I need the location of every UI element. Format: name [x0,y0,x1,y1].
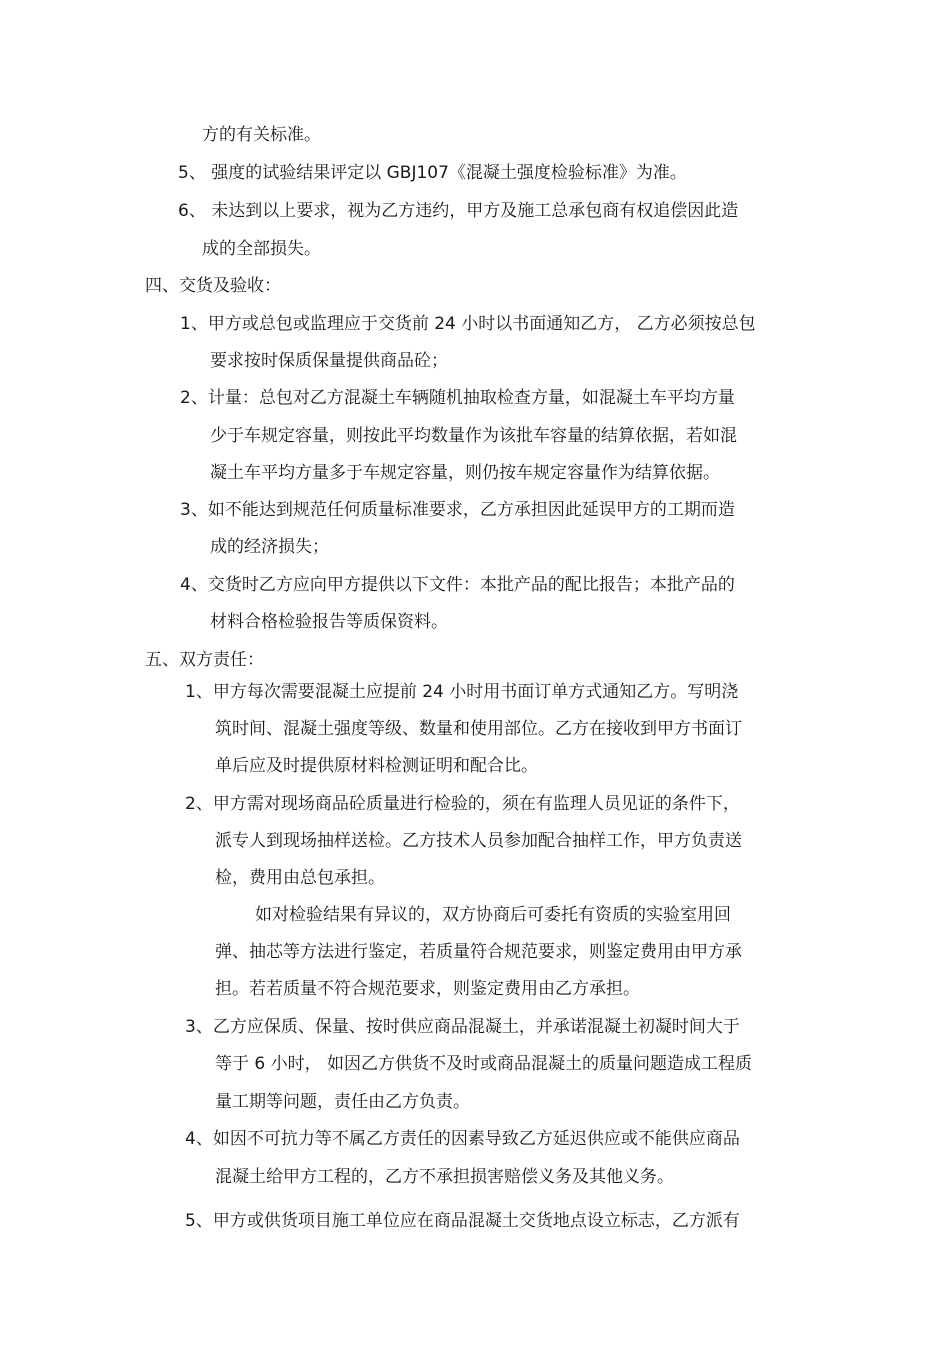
text-line: 4、如因不可抗力等不属乙方责任的因素导致乙方延迟供应或不能供应商品 [185,1129,740,1149]
text-line: 3、如不能达到规范任何质量标准要求，乙方承担因此延误甲方的工期而造 [180,500,735,520]
text-line: 凝土车平均方量多于车规定容量，则仍按车规定容量作为结算依据。 [210,463,720,483]
text-line: 6、 未达到以上要求，视为乙方违约，甲方及施工总承包商有权追偿因此造 [178,201,739,221]
text-line: 单后应及时提供原材料检测证明和配合比。 [215,756,538,776]
text-line: 派专人到现场抽样送检。乙方技术人员参加配合抽样工作，甲方负责送 [215,831,742,851]
text-line: 2、计量：总包对乙方混凝土车辆随机抽取检查方量，如混凝土车平均方量 [180,388,735,408]
text-line: 成的经济损失； [210,537,329,557]
text-line: 成的全部损失。 [202,239,321,259]
text-line: 1、甲方每次需要混凝土应提前 24 小时用书面订单方式通知乙方。写明浇 [185,682,739,702]
section-heading: 四、交货及验收： [145,276,281,296]
text-line: 筑时间、混凝土强度等级、数量和使用部位。乙方在接收到甲方书面订 [215,719,742,739]
text-line: 等于 6 小时， 如因乙方供货不及时或商品混凝土的质量问题造成工程质 [215,1054,753,1074]
text-line: 5、甲方或供货项目施工单位应在商品混凝土交货地点设立标志，乙方派有 [185,1211,740,1231]
text-line: 检，费用由总包承担。 [215,868,385,888]
text-line: 2、甲方需对现场商品砼质量进行检验的，须在有监理人员见证的条件下， [185,794,740,814]
text-line: 少于车规定容量，则按此平均数量作为该批车容量的结算依据，若如混 [210,426,737,446]
text-line: 5、 强度的试验结果评定以 GBJ107《混凝土强度检验标准》为准。 [178,163,687,183]
text-line: 4、交货时乙方应向甲方提供以下文件：本批产品的配比报告；本批产品的 [180,575,735,595]
text-line: 量工期等问题，责任由乙方负责。 [215,1092,470,1112]
section-heading: 五、双方责任： [145,650,264,670]
text-line: 要求按时保质保量提供商品砼； [210,351,448,371]
text-line: 材料合格检验报告等质保资料。 [210,612,448,632]
text-line: 担。若若质量不符合规范要求，则鉴定费用由乙方承担。 [215,979,640,999]
text-line: 弹、抽芯等方法进行鉴定，若质量符合规范要求，则鉴定费用由甲方承 [215,942,742,962]
text-line: 混凝土给甲方工程的，乙方不承担损害赔偿义务及其他义务。 [215,1167,674,1187]
text-line: 方的有关标准。 [202,125,321,145]
text-line: 3、乙方应保质、保量、按时供应商品混凝土，并承诺混凝土初凝时间大于 [185,1017,740,1037]
text-line: 如对检验结果有异议的，双方协商后可委托有资质的实验室用回 [255,905,731,925]
text-line: 1、甲方或总包或监理应于交货前 24 小时以书面通知乙方， 乙方必须按总包 [180,314,756,334]
